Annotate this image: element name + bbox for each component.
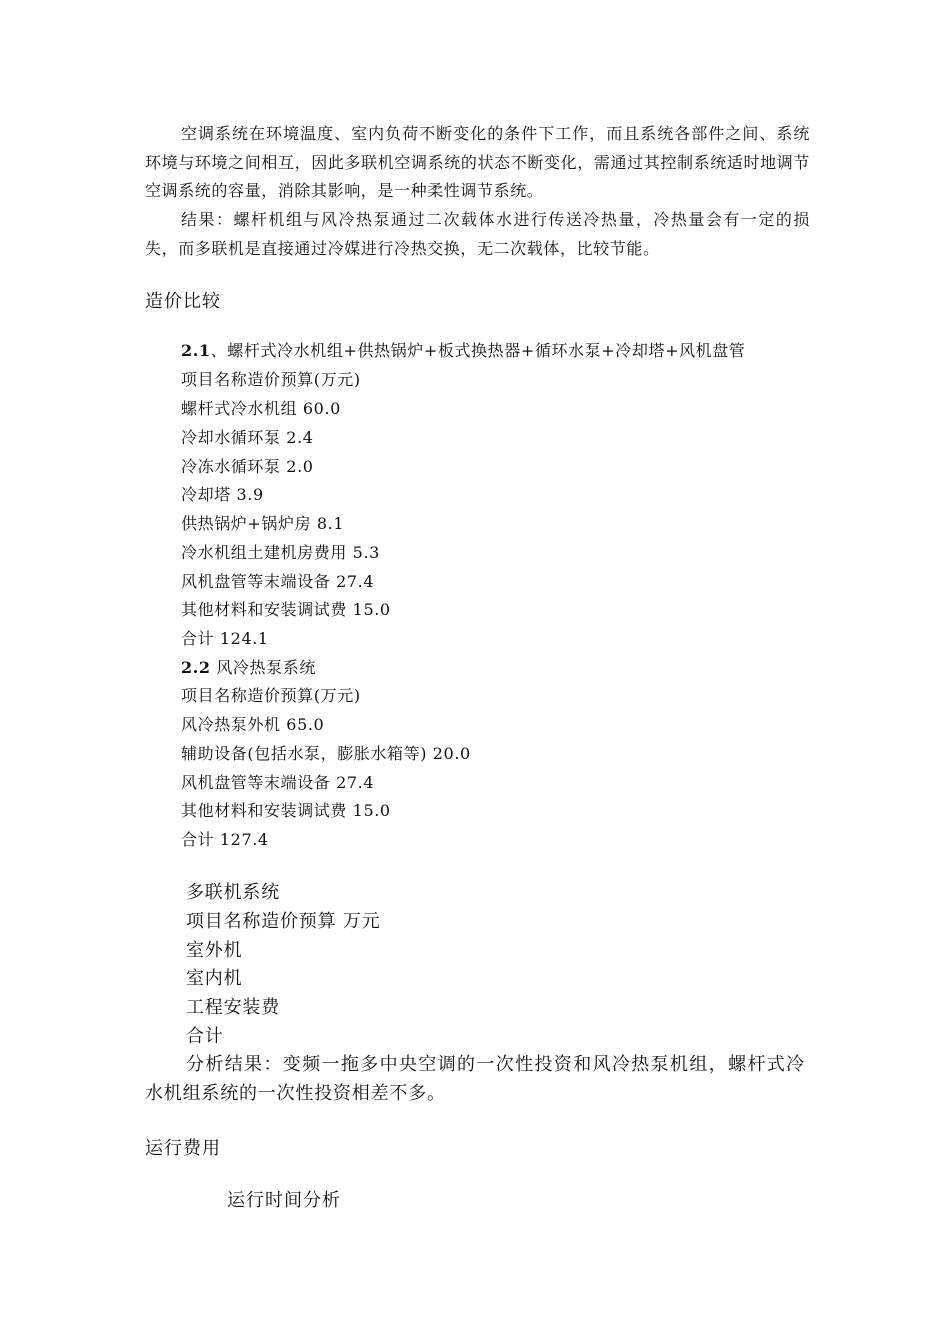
system-2-1-total: 合计 124.1 (181, 629, 269, 648)
system-2-1-table-header: 项目名称造价预算(万元) (181, 370, 361, 389)
system-2-1-item: 冷冻水循环泵 2.0 (181, 457, 314, 476)
system-2-2-table-header: 项目名称造价预算(万元) (181, 686, 361, 705)
system-2-1-number: 2.1 (181, 341, 211, 360)
system-2-2-title-text: 风冷热泵系统 (210, 658, 316, 677)
system-2-1-item: 风机盘管等末端设备 27.4 (181, 572, 375, 591)
system-2-1-item: 其他材料和安装调试费 15.0 (181, 600, 391, 619)
system-2-2-title (181, 658, 316, 678)
multi-split-total: 合计 (186, 1026, 224, 1047)
multi-split-item: 工程安装费 (186, 997, 280, 1018)
cost-comparison-heading: 造价比较 (145, 291, 221, 312)
system-2-2-item: 辅助设备(包括水泵，膨胀水箱等) 20.0 (181, 744, 471, 763)
multi-split-item: 室内机 (186, 968, 243, 989)
system-2-1-item: 冷却塔 3.9 (181, 485, 264, 504)
system-2-2-item: 风冷热泵外机 65.0 (181, 715, 325, 734)
system-2-1-item: 螺杆式冷水机组 60.0 (181, 399, 341, 418)
system-2-2-total: 合计 127.4 (181, 830, 269, 849)
system-2-2-number: 2.2 (181, 658, 211, 677)
multi-split-title: 多联机系统 (186, 882, 280, 903)
intro-paragraph-2: 结果：螺杆机组与风冷热泵通过二次载体水进行传送冷热量，冷热量会有一定的损失，而多联机是直接通过冷媒进行冷热交换，无二次载体，比较节能。 (145, 210, 810, 258)
intro-paragraph-1: 空调系统在环境温度、室内负荷不断变化的条件下工作，而且系统各部件之间、系统环境与环境之间相互，因此多联机空调系统的状态不断变化，需通过其控制系统适时地调节空调系统的容量，消除其影响，是一种柔性调节系统。 (145, 124, 810, 200)
system-2-1-title-text: 、螺杆式冷水机组+供热锅炉+板式换热器+循环水泵+冷却塔+风机盘管 (210, 341, 746, 360)
running-time-analysis-heading: 运行时间分析 (227, 1190, 341, 1211)
system-2-2-item: 风机盘管等末端设备 27.4 (181, 773, 375, 792)
system-2-1-item: 冷水机组土建机房费用 5.3 (181, 543, 380, 562)
multi-split-item: 室外机 (186, 940, 243, 961)
system-2-2-item: 其他材料和安装调试费 15.0 (181, 801, 391, 820)
system-2-1-item: 供热锅炉+锅炉房 8.1 (181, 514, 345, 533)
system-2-1-item: 冷却水循环泵 2.4 (181, 428, 314, 447)
multi-split-table-header: 项目名称造价预算 万元 (186, 911, 381, 932)
running-cost-heading: 运行费用 (145, 1138, 221, 1159)
analysis-paragraph: 分析结果：变频一拖多中央空调的一次性投资和风冷热泵机组，螺杆式冷水机组系统的一次性投资相差不多。 (145, 1054, 805, 1104)
system-2-1-title (181, 341, 745, 361)
